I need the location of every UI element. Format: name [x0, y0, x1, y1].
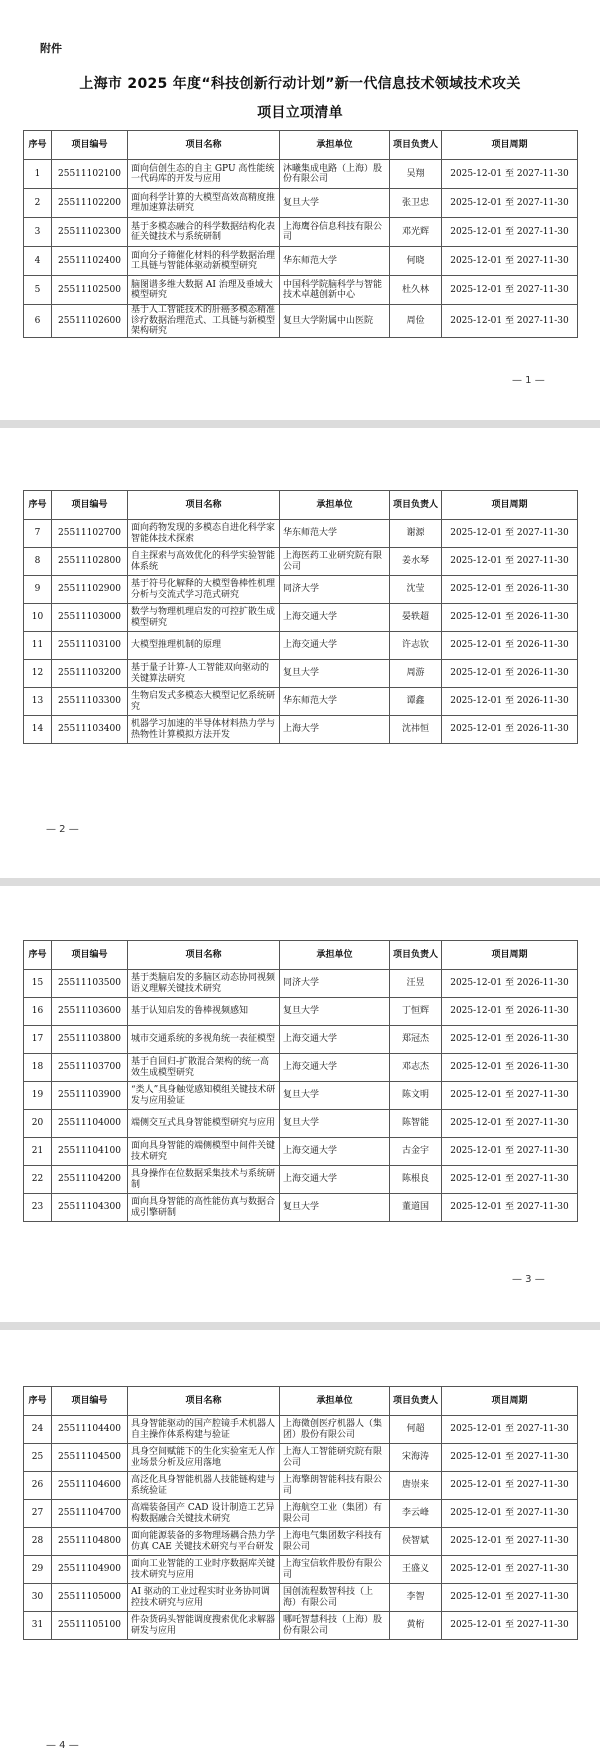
- institution-cell: 上海鹰谷信息科技有限公司: [280, 218, 390, 247]
- table-row: [24, 604, 578, 632]
- institution-cell: 华东师范大学: [280, 520, 390, 548]
- project-id-cell: 25511103000: [52, 604, 128, 632]
- page-1: [0, 0, 600, 420]
- project-name-cell: 面向具身智能的端侧模型中间件关键技术研究: [128, 1138, 280, 1166]
- leader-cell: 邓光辉: [390, 218, 442, 247]
- leader-cell: 周游: [390, 660, 442, 688]
- period-cell: 2025-12-01 至 2027-11-30: [442, 189, 578, 218]
- project-name-cell: 大模型推理机制的原理: [128, 632, 280, 660]
- seq-cell: 4: [24, 247, 52, 276]
- column-header: 项目编号: [52, 131, 128, 160]
- page-number: — 2 —: [46, 824, 79, 835]
- institution-cell: 上海交通大学: [280, 1166, 390, 1194]
- leader-cell: 何超: [390, 1416, 442, 1444]
- table-row: [24, 305, 578, 338]
- project-id-cell: 25511102400: [52, 247, 128, 276]
- column-header: 承担单位: [280, 491, 390, 520]
- leader-cell: 周俭: [390, 305, 442, 338]
- project-id-cell: 25511102800: [52, 548, 128, 576]
- project-id-cell: 25511103100: [52, 632, 128, 660]
- institution-cell: 复旦大学: [280, 660, 390, 688]
- project-name-cell: 面向工业智能的工业时序数据库关键技术研究与应用: [128, 1556, 280, 1584]
- project-name-cell: 基于符号化解释的大模型鲁棒性机理分析与交流式学习范式研究: [128, 576, 280, 604]
- period-cell: 2025-12-01 至 2027-11-30: [442, 1556, 578, 1584]
- institution-cell: 华东师范大学: [280, 688, 390, 716]
- project-id-cell: 25511103400: [52, 716, 128, 744]
- seq-cell: 18: [24, 1054, 52, 1082]
- period-cell: 2025-12-01 至 2027-11-30: [442, 1416, 578, 1444]
- leader-cell: 晏轶超: [390, 604, 442, 632]
- table-row: [24, 1166, 578, 1194]
- column-header: 项目名称: [128, 941, 280, 970]
- institution-cell: 复旦大学: [280, 1110, 390, 1138]
- project-name-cell: 具身智能驱动的国产腔镜手术机器人自主操作体系构建与验证: [128, 1416, 280, 1444]
- project-id-cell: 25511105100: [52, 1612, 128, 1640]
- column-header: 项目编号: [52, 1387, 128, 1416]
- project-name-cell: 面向信创生态的自主 GPU 高性能统一代码库的开发与应用: [128, 160, 280, 189]
- seq-cell: 22: [24, 1166, 52, 1194]
- page-number: — 1 —: [512, 375, 545, 386]
- project-name-cell: 数学与物理机理启发的可控扩散生成模型研究: [128, 604, 280, 632]
- column-header: 项目负责人: [390, 941, 442, 970]
- project-id-cell: 25511104300: [52, 1194, 128, 1222]
- attachment-label: 附件: [40, 42, 62, 55]
- institution-cell: 复旦大学: [280, 1082, 390, 1110]
- column-header: 项目负责人: [390, 1387, 442, 1416]
- leader-cell: 王盛义: [390, 1556, 442, 1584]
- period-cell: 2025-12-01 至 2026-11-30: [442, 1026, 578, 1054]
- column-header: 项目编号: [52, 941, 128, 970]
- column-header: 承担单位: [280, 131, 390, 160]
- leader-cell: 董道国: [390, 1194, 442, 1222]
- institution-cell: 上海大学: [280, 716, 390, 744]
- column-header: 序号: [24, 131, 52, 160]
- institution-cell: 复旦大学附属中山医院: [280, 305, 390, 338]
- project-name-cell: 具身操作在位数据采集技术与系统研制: [128, 1166, 280, 1194]
- institution-cell: 华东师范大学: [280, 247, 390, 276]
- project-table-4: [23, 1386, 578, 1640]
- leader-cell: 何晓: [390, 247, 442, 276]
- leader-cell: 陈根良: [390, 1166, 442, 1194]
- period-cell: 2025-12-01 至 2027-11-30: [442, 160, 578, 189]
- project-id-cell: 25511105000: [52, 1584, 128, 1612]
- leader-cell: 邓志杰: [390, 1054, 442, 1082]
- institution-cell: 同济大学: [280, 970, 390, 998]
- project-id-cell: 25511102600: [52, 305, 128, 338]
- project-name-cell: 基于多模态融合的科学数据结构化表征关键技术与系统研制: [128, 218, 280, 247]
- period-cell: 2025-12-01 至 2027-11-30: [442, 1138, 578, 1166]
- project-name-cell: 城市交通系统的多视角统一表征模型: [128, 1026, 280, 1054]
- institution-cell: 上海电气集团数字科技有限公司: [280, 1528, 390, 1556]
- institution-cell: 复旦大学: [280, 189, 390, 218]
- table-row: [24, 632, 578, 660]
- table-row: [24, 1026, 578, 1054]
- institution-cell: 上海医药工业研究院有限公司: [280, 548, 390, 576]
- project-name-cell: 面向具身智能的高性能仿真与数据合成引擎研制: [128, 1194, 280, 1222]
- seq-cell: 8: [24, 548, 52, 576]
- period-cell: 2025-12-01 至 2027-11-30: [442, 1528, 578, 1556]
- project-id-cell: 25511104000: [52, 1110, 128, 1138]
- seq-cell: 12: [24, 660, 52, 688]
- project-name-cell: 高泛化具身智能机器人技能链构建与系统验证: [128, 1472, 280, 1500]
- leader-cell: 古金宇: [390, 1138, 442, 1166]
- institution-cell: 中国科学院脑科学与智能技术卓越创新中心: [280, 276, 390, 305]
- project-name-cell: 面向科学计算的大模型高效高精度推理加速算法研究: [128, 189, 280, 218]
- period-cell: 2025-12-01 至 2027-11-30: [442, 1082, 578, 1110]
- column-header: 项目周期: [442, 491, 578, 520]
- leader-cell: 郑冠杰: [390, 1026, 442, 1054]
- table-row: [24, 1138, 578, 1166]
- column-header: 项目周期: [442, 1387, 578, 1416]
- seq-cell: 13: [24, 688, 52, 716]
- table-row: [24, 189, 578, 218]
- period-cell: 2025-12-01 至 2027-11-30: [442, 276, 578, 305]
- leader-cell: 姜水琴: [390, 548, 442, 576]
- project-name-cell: 机器学习加速的半导体材料热力学与热物性计算模拟方法开发: [128, 716, 280, 744]
- period-cell: 2025-12-01 至 2027-11-30: [442, 520, 578, 548]
- title-line-2: 项目立项清单: [257, 105, 343, 121]
- project-name-cell: 端侧交互式具身智能模型研究与应用: [128, 1110, 280, 1138]
- project-table-1: [23, 130, 578, 338]
- seq-cell: 26: [24, 1472, 52, 1500]
- seq-cell: 2: [24, 189, 52, 218]
- leader-cell: 沈莹: [390, 576, 442, 604]
- seq-cell: 15: [24, 970, 52, 998]
- project-name-cell: 面向药物发现的多模态自进化科学家智能体技术探索: [128, 520, 280, 548]
- period-cell: 2025-12-01 至 2026-11-30: [442, 660, 578, 688]
- leader-cell: 张卫忠: [390, 189, 442, 218]
- table-row: [24, 1612, 578, 1640]
- institution-cell: 沐曦集成电路（上海）股份有限公司: [280, 160, 390, 189]
- project-id-cell: 25511103300: [52, 688, 128, 716]
- column-header: 项目周期: [442, 131, 578, 160]
- table-row: [24, 1444, 578, 1472]
- project-id-cell: 25511102300: [52, 218, 128, 247]
- seq-cell: 17: [24, 1026, 52, 1054]
- project-id-cell: 25511104900: [52, 1556, 128, 1584]
- institution-cell: 上海交通大学: [280, 1054, 390, 1082]
- table-row: [24, 970, 578, 998]
- column-header: 序号: [24, 1387, 52, 1416]
- institution-cell: 上海航空工业（集团）有限公司: [280, 1500, 390, 1528]
- period-cell: 2025-12-01 至 2026-11-30: [442, 716, 578, 744]
- institution-cell: 上海交通大学: [280, 1138, 390, 1166]
- project-id-cell: 25511103200: [52, 660, 128, 688]
- institution-cell: 上海擎朗智能科技有限公司: [280, 1472, 390, 1500]
- page-number: — 4 —: [46, 1740, 79, 1751]
- project-id-cell: 25511104500: [52, 1444, 128, 1472]
- seq-cell: 11: [24, 632, 52, 660]
- project-name-cell: 自主探索与高效优化的科学实验智能体系统: [128, 548, 280, 576]
- seq-cell: 19: [24, 1082, 52, 1110]
- leader-cell: 侯智斌: [390, 1528, 442, 1556]
- seq-cell: 14: [24, 716, 52, 744]
- project-name-cell: AI 驱动的工业过程实时业务协同调控技术研究与应用: [128, 1584, 280, 1612]
- project-name-cell: 面向分子筛催化材料的科学数据治理工具链与智能体驱动新模型研究: [128, 247, 280, 276]
- project-name-cell: 基于量子计算-人工智能双向驱动的关键算法研究: [128, 660, 280, 688]
- leader-cell: 谭鑫: [390, 688, 442, 716]
- project-id-cell: 25511102900: [52, 576, 128, 604]
- project-id-cell: 25511104200: [52, 1166, 128, 1194]
- column-header: 项目负责人: [390, 131, 442, 160]
- leader-cell: 宋海涛: [390, 1444, 442, 1472]
- project-name-cell: 基于认知启发的鲁棒视频感知: [128, 998, 280, 1026]
- leader-cell: 李云峰: [390, 1500, 442, 1528]
- leader-cell: 汪昱: [390, 970, 442, 998]
- period-cell: 2025-12-01 至 2026-11-30: [442, 688, 578, 716]
- project-name-cell: 具身空间赋能下的生化实验室无人作业场景分析及应用落地: [128, 1444, 280, 1472]
- table-header-row: [24, 1387, 578, 1416]
- institution-cell: 上海微创医疗机器人（集团）股份有限公司: [280, 1416, 390, 1444]
- table-row: [24, 1416, 578, 1444]
- page-4: [0, 1330, 600, 1760]
- leader-cell: 谢源: [390, 520, 442, 548]
- column-header: 项目名称: [128, 1387, 280, 1416]
- period-cell: 2025-12-01 至 2026-11-30: [442, 1054, 578, 1082]
- seq-cell: 29: [24, 1556, 52, 1584]
- seq-cell: 25: [24, 1444, 52, 1472]
- period-cell: 2025-12-01 至 2027-11-30: [442, 247, 578, 276]
- institution-cell: 上海交通大学: [280, 1026, 390, 1054]
- project-id-cell: 25511104400: [52, 1416, 128, 1444]
- table-row: [24, 998, 578, 1026]
- table-header-row: [24, 131, 578, 160]
- page-number: — 3 —: [512, 1274, 545, 1285]
- table-row: [24, 1584, 578, 1612]
- seq-cell: 10: [24, 604, 52, 632]
- project-id-cell: 25511104700: [52, 1500, 128, 1528]
- column-header: 项目名称: [128, 491, 280, 520]
- seq-cell: 20: [24, 1110, 52, 1138]
- seq-cell: 16: [24, 998, 52, 1026]
- table-row: [24, 716, 578, 744]
- seq-cell: 6: [24, 305, 52, 338]
- period-cell: 2025-12-01 至 2027-11-30: [442, 305, 578, 338]
- project-id-cell: 25511103600: [52, 998, 128, 1026]
- column-header: 项目负责人: [390, 491, 442, 520]
- institution-cell: 上海交通大学: [280, 604, 390, 632]
- seq-cell: 5: [24, 276, 52, 305]
- table-row: [24, 276, 578, 305]
- leader-cell: 黄桁: [390, 1612, 442, 1640]
- institution-cell: 上海宝信软件股份有限公司: [280, 1556, 390, 1584]
- table-row: [24, 1556, 578, 1584]
- institution-cell: 哪吒智慧科技（上海）股份有限公司: [280, 1612, 390, 1640]
- period-cell: 2025-12-01 至 2026-11-30: [442, 970, 578, 998]
- table-row: [24, 548, 578, 576]
- table-row: [24, 660, 578, 688]
- seq-cell: 7: [24, 520, 52, 548]
- institution-cell: 复旦大学: [280, 998, 390, 1026]
- leader-cell: 李智: [390, 1584, 442, 1612]
- leader-cell: 许志钦: [390, 632, 442, 660]
- period-cell: 2025-12-01 至 2026-11-30: [442, 632, 578, 660]
- project-id-cell: 25511104800: [52, 1528, 128, 1556]
- column-header: 项目编号: [52, 491, 128, 520]
- project-name-cell: 基于类脑启发的多脑区动态协同视频语义理解关键技术研究: [128, 970, 280, 998]
- page-3: [0, 886, 600, 1322]
- project-name-cell: “类人”具身触觉感知模组关键技术研发与应用验证: [128, 1082, 280, 1110]
- project-id-cell: 25511103800: [52, 1026, 128, 1054]
- period-cell: 2025-12-01 至 2027-11-30: [442, 1444, 578, 1472]
- table-row: [24, 1110, 578, 1138]
- project-name-cell: 脑图谱多维大数据 AI 治理及垂域大模型研究: [128, 276, 280, 305]
- leader-cell: 沈祎恒: [390, 716, 442, 744]
- institution-cell: 国创流程数智科技（上海）有限公司: [280, 1584, 390, 1612]
- column-header: 序号: [24, 491, 52, 520]
- table-row: [24, 1500, 578, 1528]
- leader-cell: 杜久林: [390, 276, 442, 305]
- leader-cell: 陈文明: [390, 1082, 442, 1110]
- project-name-cell: 生物启发式多模态大模型记忆系统研究: [128, 688, 280, 716]
- project-id-cell: 25511103500: [52, 970, 128, 998]
- table-row: [24, 688, 578, 716]
- project-id-cell: 25511103700: [52, 1054, 128, 1082]
- table-row: [24, 1472, 578, 1500]
- institution-cell: 上海交通大学: [280, 632, 390, 660]
- project-id-cell: 25511102100: [52, 160, 128, 189]
- table-row: [24, 1054, 578, 1082]
- project-table-3: [23, 940, 578, 1222]
- page-separator: [0, 878, 600, 886]
- table-row: [24, 247, 578, 276]
- table-row: [24, 1194, 578, 1222]
- project-name-cell: 基于人工智能技术的肝癌多模态精准诊疗数据治理范式、工具链与新模型架构研究: [128, 305, 280, 338]
- column-header: 承担单位: [280, 1387, 390, 1416]
- period-cell: 2025-12-01 至 2027-11-30: [442, 1194, 578, 1222]
- leader-cell: 唐崇来: [390, 1472, 442, 1500]
- period-cell: 2025-12-01 至 2027-11-30: [442, 548, 578, 576]
- leader-cell: 陈智能: [390, 1110, 442, 1138]
- project-id-cell: 25511102500: [52, 276, 128, 305]
- seq-cell: 28: [24, 1528, 52, 1556]
- table-row: [24, 576, 578, 604]
- period-cell: 2025-12-01 至 2026-11-30: [442, 576, 578, 604]
- project-id-cell: 25511103900: [52, 1082, 128, 1110]
- seq-cell: 31: [24, 1612, 52, 1640]
- period-cell: 2025-12-01 至 2027-11-30: [442, 1472, 578, 1500]
- project-id-cell: 25511104600: [52, 1472, 128, 1500]
- title-line-1: 上海市 2025 年度“科技创新行动计划”新一代信息技术领域技术攻关: [79, 76, 521, 92]
- institution-cell: 同济大学: [280, 576, 390, 604]
- table-row: [24, 520, 578, 548]
- seq-cell: 3: [24, 218, 52, 247]
- project-id-cell: 25511102700: [52, 520, 128, 548]
- seq-cell: 9: [24, 576, 52, 604]
- table-header-row: [24, 491, 578, 520]
- table-row: [24, 1528, 578, 1556]
- institution-cell: 上海人工智能研究院有限公司: [280, 1444, 390, 1472]
- table-row: [24, 218, 578, 247]
- project-name-cell: 基于自回归-扩散混合架构的统一高效生成模型研究: [128, 1054, 280, 1082]
- project-table-2: [23, 490, 578, 744]
- project-id-cell: 25511104100: [52, 1138, 128, 1166]
- period-cell: 2025-12-01 至 2027-11-30: [442, 1612, 578, 1640]
- project-name-cell: 件杂货码头智能调度搜索优化求解器研发与应用: [128, 1612, 280, 1640]
- period-cell: 2025-12-01 至 2027-11-30: [442, 218, 578, 247]
- table-row: [24, 160, 578, 189]
- column-header: 项目名称: [128, 131, 280, 160]
- page-separator: [0, 420, 600, 428]
- seq-cell: 21: [24, 1138, 52, 1166]
- table-row: [24, 1082, 578, 1110]
- project-name-cell: 面向能源装备的多物理场耦合热力学仿真 CAE 关键技术研究与平台研发: [128, 1528, 280, 1556]
- leader-cell: 吴翔: [390, 160, 442, 189]
- column-header: 项目周期: [442, 941, 578, 970]
- page-2: [0, 428, 600, 878]
- project-name-cell: 高端装备国产 CAD 设计制造工艺异构数据融合关键技术研究: [128, 1500, 280, 1528]
- period-cell: 2025-12-01 至 2026-11-30: [442, 998, 578, 1026]
- period-cell: 2025-12-01 至 2027-11-30: [442, 1110, 578, 1138]
- seq-cell: 30: [24, 1584, 52, 1612]
- project-id-cell: 25511102200: [52, 189, 128, 218]
- period-cell: 2025-12-01 至 2026-11-30: [442, 604, 578, 632]
- period-cell: 2025-12-01 至 2027-11-30: [442, 1500, 578, 1528]
- page-separator: [0, 1322, 600, 1330]
- period-cell: 2025-12-01 至 2027-11-30: [442, 1584, 578, 1612]
- column-header: 承担单位: [280, 941, 390, 970]
- seq-cell: 23: [24, 1194, 52, 1222]
- column-header: 序号: [24, 941, 52, 970]
- period-cell: 2025-12-01 至 2027-11-30: [442, 1166, 578, 1194]
- leader-cell: 丁恒辉: [390, 998, 442, 1026]
- institution-cell: 复旦大学: [280, 1194, 390, 1222]
- seq-cell: 1: [24, 160, 52, 189]
- table-header-row: [24, 941, 578, 970]
- seq-cell: 24: [24, 1416, 52, 1444]
- seq-cell: 27: [24, 1500, 52, 1528]
